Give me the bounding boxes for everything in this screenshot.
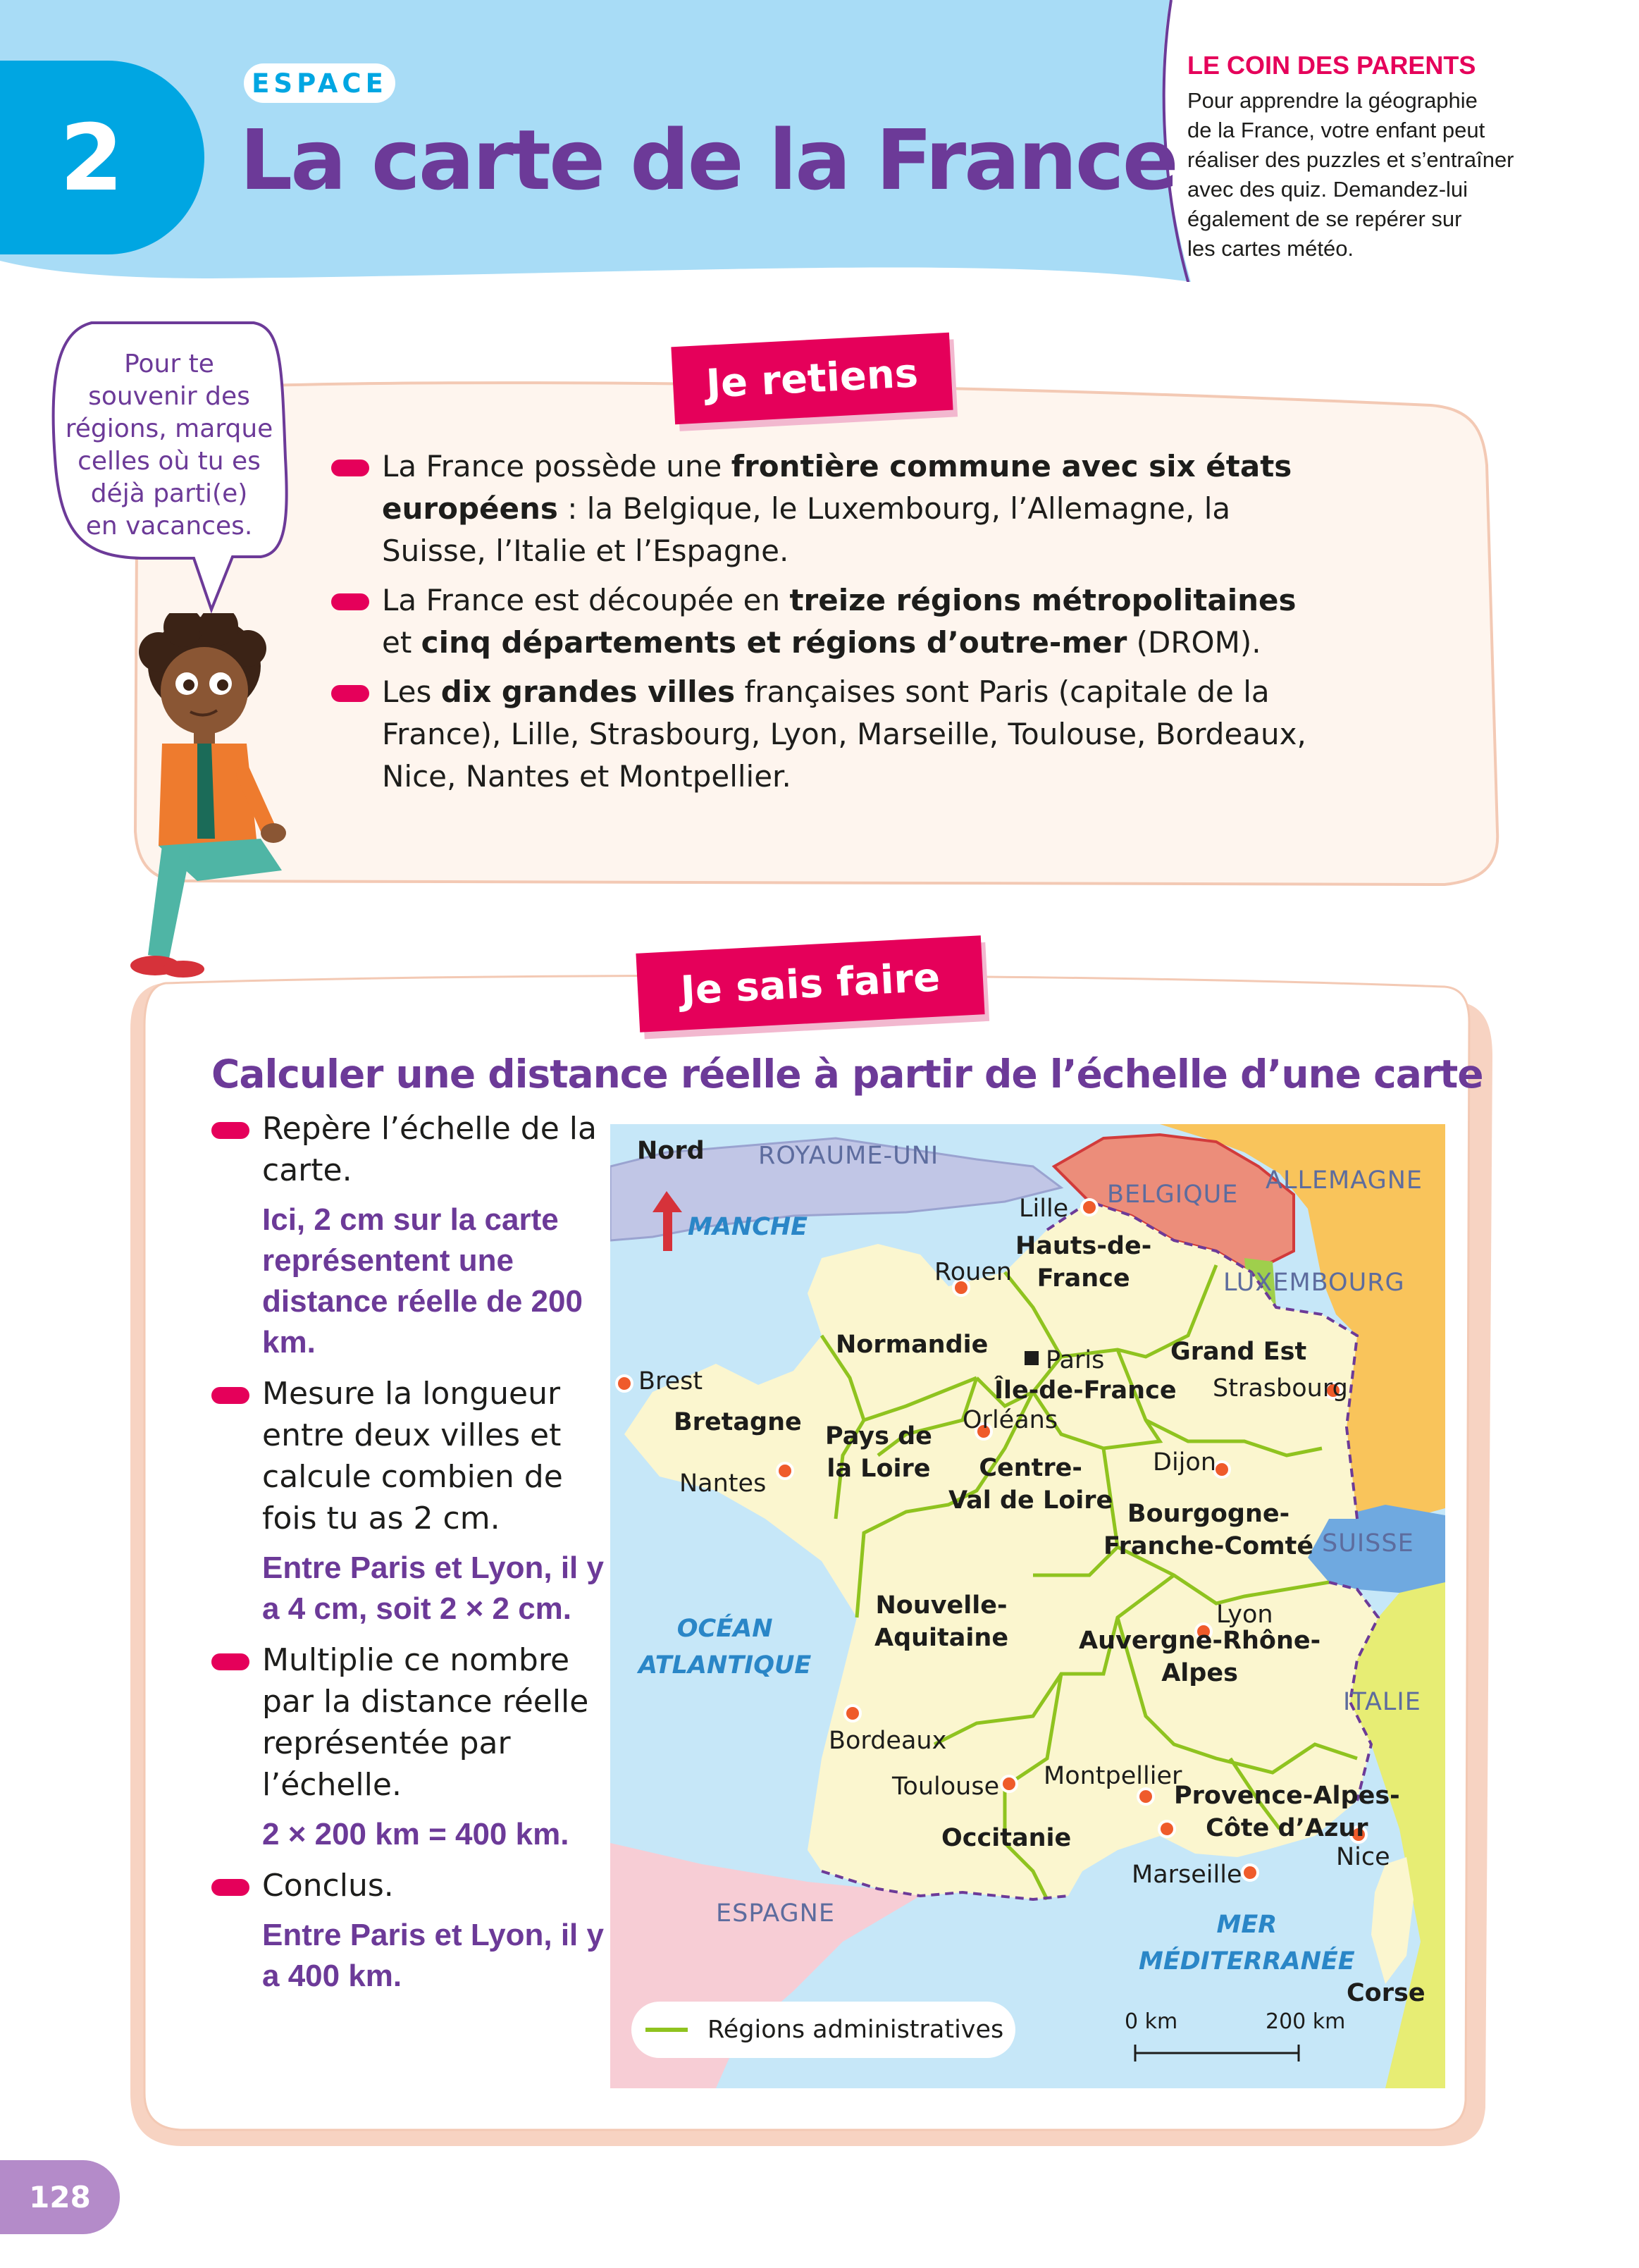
country-switzerland: SUISSE xyxy=(1322,1529,1414,1558)
region-bretagne: Bretagne xyxy=(674,1408,802,1436)
step-item xyxy=(211,1108,606,1191)
legend-label: Régions administratives xyxy=(707,2016,1004,2044)
city-strasbourg: Strasbourg xyxy=(1213,1374,1348,1403)
sea-ocean-line1: OCÉAN xyxy=(676,1615,773,1643)
region-grand-est: Grand Est xyxy=(1170,1338,1307,1366)
retiens-item xyxy=(331,445,1332,572)
retiens-list xyxy=(331,445,1332,805)
city-brest: Brest xyxy=(638,1367,703,1395)
parents-line: avec des quiz. Demandez-lui xyxy=(1187,177,1468,202)
region-label: Franche-Comté xyxy=(1103,1532,1314,1560)
region-label: Nouvelle- xyxy=(875,1591,1008,1620)
legend-line-swatch xyxy=(645,2028,688,2032)
step-example: Ici, 2 cm sur la carte représentent une distance réelle de 200 km. xyxy=(262,1202,583,1360)
region-normandie: Normandie xyxy=(836,1331,989,1359)
region-label: Pays de xyxy=(825,1422,932,1450)
text: françaises sont Paris (capitale de la France), Lille, Strasbourg, Lyon, Marseille, Toulouse, Bordeaux, Nice, Nantes et Montpellier. xyxy=(382,674,1306,794)
bubble-line: Pour te xyxy=(124,350,214,378)
skill-title: Calculer une distance réelle à partir de l’échelle d’une carte xyxy=(211,1052,1483,1097)
bold-text: frontière commune avec six états européens xyxy=(382,449,1292,526)
bubble-line: souvenir des xyxy=(88,382,250,411)
step-item xyxy=(211,1373,606,1539)
step-text: Multiplie ce nombre par la distance réelle représentée par l’échelle. xyxy=(262,1642,589,1803)
city-nice: Nice xyxy=(1336,1843,1390,1871)
step-item xyxy=(211,1865,606,1906)
bubble-line: celles où tu es xyxy=(78,447,261,476)
city-toulouse: Toulouse xyxy=(892,1773,1000,1801)
tag-je-retiens: Je retiens xyxy=(671,333,953,425)
country-spain: ESPAGNE xyxy=(716,1899,835,1928)
region-label: Auvergne-Rhône- xyxy=(1079,1627,1321,1655)
region-label: Aquitaine xyxy=(874,1624,1009,1652)
city-dijon: Dijon xyxy=(1153,1448,1216,1477)
bold-text: cinq départements et régions d’outre-mer xyxy=(421,625,1127,660)
sea-ocean xyxy=(638,1610,811,1684)
parents-line: les cartes météo. xyxy=(1187,236,1354,261)
bubble-line: régions, marque xyxy=(65,414,273,443)
city-marseille: Marseille xyxy=(1132,1861,1242,1889)
region-corse: Corse xyxy=(1347,1979,1425,2007)
retiens-item xyxy=(331,671,1332,798)
step-text: Repère l’échelle de la carte. xyxy=(262,1111,597,1188)
bullet-marker xyxy=(331,685,369,702)
region-nouvelle-aquitaine xyxy=(874,1589,1008,1654)
text: et xyxy=(382,625,421,660)
step-text: Mesure la longueur entre deux villes et calcule combien de fois tu as 2 cm. xyxy=(262,1376,563,1536)
region-auvergne-rhone-alpes xyxy=(1079,1625,1321,1689)
country-belgium: BELGIQUE xyxy=(1107,1181,1239,1209)
parents-line: de la France, votre enfant peut xyxy=(1187,118,1485,142)
step-example: Entre Paris et Lyon, il y a 4 cm, soit 2 × 2 cm. xyxy=(262,1551,604,1626)
city-lille: Lille xyxy=(1019,1195,1069,1223)
country-germany: ALLEMAGNE xyxy=(1266,1166,1423,1195)
text: (DROM). xyxy=(1127,625,1261,660)
bold-text: treize régions métropolitaines xyxy=(789,583,1297,617)
country-italy: ITALIE xyxy=(1343,1688,1421,1716)
region-label: la Loire xyxy=(827,1455,931,1483)
scale-end-label: 200 km xyxy=(1266,2009,1346,2034)
city-montpellier: Montpellier xyxy=(1044,1762,1182,1790)
page-number: 128 xyxy=(0,2160,120,2234)
region-hauts-de-france xyxy=(1015,1230,1151,1295)
text: La France est découpée en xyxy=(382,583,790,617)
region-label: Provence-Alpes- xyxy=(1174,1782,1400,1810)
city-orleans: Orléans xyxy=(963,1406,1058,1434)
section-badge: ESPACE xyxy=(244,63,395,103)
page-title: La carte de la France xyxy=(240,111,1177,209)
bullet-marker xyxy=(331,593,369,610)
region-label: Côte d’Azur xyxy=(1206,1814,1368,1842)
bullet-marker xyxy=(211,1879,249,1896)
country-uk: ROYAUME-UNI xyxy=(758,1142,939,1170)
child-illustration xyxy=(92,613,303,980)
bullet-marker xyxy=(211,1122,249,1139)
bubble-line: déjà parti(e) xyxy=(90,479,248,508)
city-lyon: Lyon xyxy=(1216,1601,1273,1629)
region-ile-de-france: Île-de-France xyxy=(994,1376,1177,1405)
chapter-number: 2 xyxy=(0,61,204,254)
region-label: France xyxy=(1037,1264,1130,1293)
north-label: Nord xyxy=(637,1137,705,1165)
parents-line: également de se repérer sur xyxy=(1187,207,1462,231)
city-paris: Paris xyxy=(1046,1346,1105,1374)
region-label: Bourgogne- xyxy=(1127,1500,1290,1528)
france-map xyxy=(610,1124,1445,2088)
bold-text: dix grandes villes xyxy=(440,674,736,709)
sea-mer-line2: MÉDITERRANÉE xyxy=(1139,1947,1355,1976)
region-pays-de-la-loire xyxy=(825,1420,932,1485)
step-text: Conclus. xyxy=(262,1868,394,1904)
region-label: Val de Loire xyxy=(948,1486,1113,1515)
text: : la Belgique, le Luxembourg, l’Allemagne, la Suisse, l’Italie et l’Espagne. xyxy=(382,491,1231,568)
sea-mediterranee xyxy=(1139,1906,1355,1980)
bullet-marker xyxy=(211,1653,249,1670)
bullet-marker xyxy=(331,460,369,476)
sea-manche: MANCHE xyxy=(688,1213,808,1241)
step-example: 2 × 200 km = 400 km. xyxy=(262,1817,569,1851)
sea-mer-line1: MER xyxy=(1216,1911,1278,1939)
map-legend xyxy=(631,2002,1015,2058)
step-item xyxy=(211,1639,606,1806)
step-example: Entre Paris et Lyon, il y a 400 km. xyxy=(262,1918,604,1993)
speech-bubble-text xyxy=(49,348,289,543)
bubble-line: en vacances. xyxy=(85,512,253,541)
country-luxembourg: LUXEMBOURG xyxy=(1223,1269,1405,1297)
bullet-marker xyxy=(211,1387,249,1404)
city-nantes: Nantes xyxy=(679,1469,767,1498)
text: La France possède une xyxy=(382,449,731,483)
sea-ocean-line2: ATLANTIQUE xyxy=(638,1651,812,1680)
region-bourgogne-franche-comte xyxy=(1103,1498,1313,1563)
scale-start-label: 0 km xyxy=(1125,2009,1178,2034)
region-label: Hauts-de- xyxy=(1015,1232,1152,1260)
tag-je-sais-faire: Je sais faire xyxy=(636,935,984,1032)
parents-line: Pour apprendre la géographie xyxy=(1187,88,1478,113)
text: Les xyxy=(382,674,441,709)
retiens-item xyxy=(331,579,1332,664)
region-centre-val-de-loire xyxy=(948,1452,1113,1517)
parents-corner-title: LE COIN DES PARENTS xyxy=(1187,51,1476,80)
region-label: Alpes xyxy=(1161,1659,1238,1687)
region-paca xyxy=(1174,1780,1400,1844)
city-bordeaux: Bordeaux xyxy=(829,1727,947,1755)
steps-list xyxy=(211,1108,606,2007)
region-occitanie: Occitanie xyxy=(941,1824,1072,1852)
city-rouen: Rouen xyxy=(934,1258,1013,1286)
region-label: Centre- xyxy=(979,1454,1082,1482)
parents-line: réaliser des puzzles et s’entraîner xyxy=(1187,147,1514,172)
